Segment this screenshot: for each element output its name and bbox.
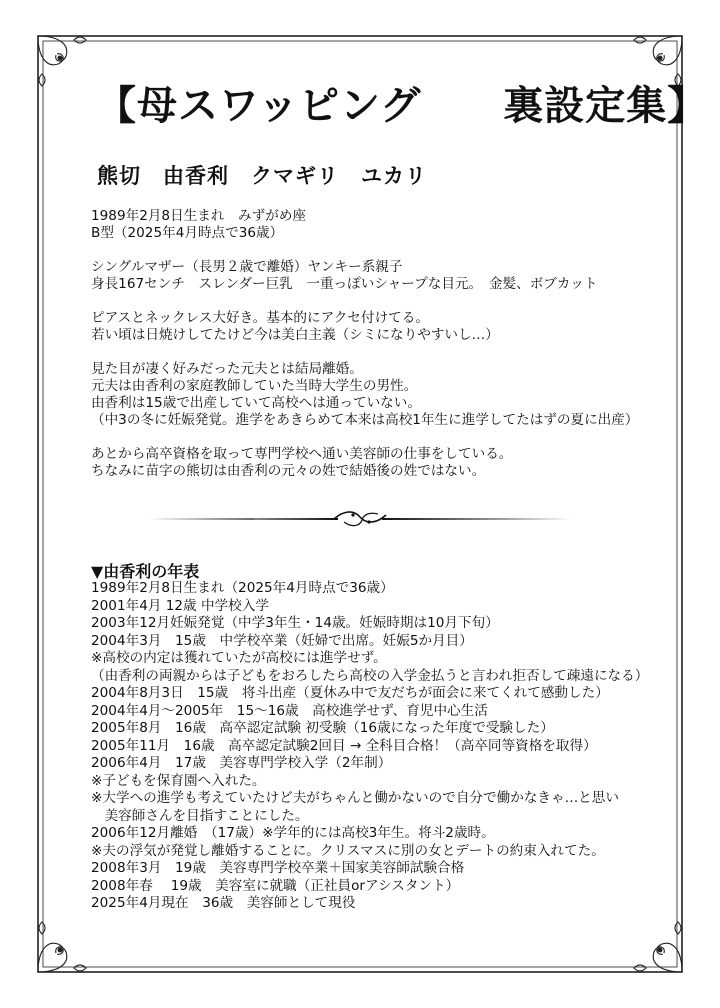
- timeline-entry: ※大学への進学も考えていたけど夫がちゃんと働かないので自分で働かなきゃ…と思い: [91, 790, 619, 806]
- timeline-entry: 2001年4月 12歳 中学校入学: [91, 597, 269, 614]
- timeline-entry: ※夫の浮気が発覚し離婚することに。クリスマスに別の女とデートの約束入れてた。: [91, 842, 605, 859]
- timeline-entry: 2008年3月 19歳 美容専門学校卒業＋国家美容師試験合格: [91, 860, 465, 876]
- profile-line: （中3の冬に妊娠発覚。進学をあきらめて本来は高校1年生に進学してたはずの夏に出産）: [91, 412, 639, 428]
- profile-line: 1989年2月8日生まれ みずがめ座: [91, 208, 307, 224]
- paragraph-gap: [91, 293, 638, 310]
- timeline-entry: ※高校の内定は獲れていたが高校には進学せず。: [91, 650, 387, 666]
- timeline-entry: ※子どもを保育園へ入れた。: [91, 772, 266, 789]
- timeline-entry: （由香利の両親からは子どもをおろしたら高校の入学金払うと言われ拒否して疎遠になる）: [91, 667, 649, 684]
- profile-line: B型（2025年4月時点で36歳）: [91, 225, 284, 241]
- timeline-entry: 2003年12月妊娠発覚（中学3年生・14歳。妊娠時期は10月下旬）: [91, 615, 499, 631]
- paragraph-gap: [91, 242, 638, 259]
- paragraph-gap: [91, 344, 638, 361]
- timeline-entry: 2004年3月 15歳 中学校卒業（妊婦で出席。妊娠5か月目）: [91, 632, 473, 649]
- page-title: 【母スワッピング 裏設定集】: [96, 83, 709, 129]
- character-name: 熊切 由香利 クマギリ ユカリ: [97, 164, 427, 188]
- profile-line: あとから高卒資格を取って専門学校へ通い美容師の仕事をしている。: [91, 446, 513, 462]
- timeline-entry: 2004年4月～2005年 15～16歳 高校進学せず、育児中心生活: [91, 702, 488, 719]
- profile-line: 由香利は15歳で出産していて高校へは通っていない。: [91, 395, 421, 411]
- timeline-entry: 2006年12月離婚 （17歳）※学年的には高校3年生。将斗2歳時。: [91, 825, 495, 841]
- profile-line: 身長167センチ スレンダー巨乳 一重っぽいシャープな目元。 金髪、ボブカット: [91, 276, 598, 292]
- corner-ornament-bottom-right: [634, 922, 682, 972]
- profile-line: シングルマザー（長男２歳で離婚）ヤンキー系親子: [91, 259, 403, 275]
- profile-section: [91, 208, 638, 480]
- timeline-entry: 2005年11月 16歳 高卒認定試験2回目 → 全科目合格！（高卒同等資格を取得）: [91, 737, 597, 754]
- timeline-list: [91, 580, 648, 913]
- corner-ornament-top-left: [38, 36, 86, 86]
- ornamental-divider: [148, 504, 572, 532]
- timeline-entry: 2025年4月現在 36歳 美容師として現役: [91, 895, 356, 911]
- timeline-entry: 2004年8月3日 15歳 将斗出産（夏休み中で友だちが面会に来てくれて感動した）: [91, 685, 609, 701]
- timeline-entry: 2006年4月 17歳 美容専門学校入学（2年制）: [91, 755, 392, 771]
- timeline-entry: 2008年春 19歳 美容室に就職（正社員orアシスタント）: [91, 877, 460, 894]
- timeline-entry: 1989年2月8日生まれ（2025年4月時点で36歳）: [91, 580, 394, 596]
- profile-line: 見た目が凄く好みだった元夫とは結局離婚。: [91, 361, 363, 377]
- profile-line: ちなみに苗字の熊切は由香利の元々の姓で結婚後の姓ではない。: [91, 463, 486, 479]
- timeline-entry: 2005年8月 16歳 高卒認定試験 初受験（16歳になった年度で受験した）: [91, 720, 554, 736]
- profile-line: 元夫は由香利の家庭教師していた当時大学生の男性。: [91, 378, 418, 394]
- paragraph-gap: [91, 429, 638, 446]
- profile-line: ピアスとネックレス大好き。基本的にアクセ付けてる。: [91, 310, 429, 326]
- profile-line: 若い頃は日焼けしてたけど今は美白主義（シミになりやすいし…）: [91, 327, 499, 343]
- corner-ornament-bottom-left: [38, 922, 86, 972]
- timeline-entry: 美容師さんを目指すことにした。: [91, 807, 309, 824]
- timeline-heading: ▼由香利の年表: [91, 562, 200, 581]
